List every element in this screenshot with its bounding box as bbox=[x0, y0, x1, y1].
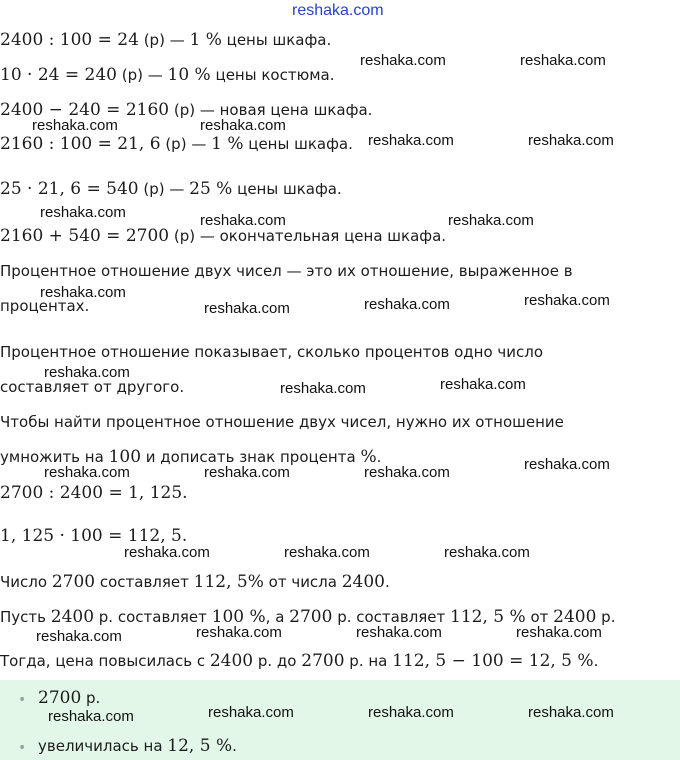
math: 2700 bbox=[301, 651, 345, 671]
calc-line bbox=[0, 572, 390, 592]
answer-item bbox=[38, 688, 100, 708]
text: цены шкафа. bbox=[232, 180, 342, 198]
math: 1 % bbox=[211, 134, 244, 154]
watermark: reshaka.com bbox=[40, 204, 126, 221]
text: Тогда, цена повысилась с bbox=[0, 652, 210, 670]
watermark: reshaka.com bbox=[40, 284, 126, 301]
theory-text: процентах. bbox=[0, 297, 90, 315]
text: р. составляет bbox=[332, 608, 451, 626]
watermark: reshaka.com bbox=[368, 704, 454, 721]
solution-line bbox=[0, 65, 334, 85]
watermark: reshaka.com bbox=[280, 380, 366, 397]
watermark: reshaka.com bbox=[124, 544, 210, 561]
watermark: reshaka.com bbox=[444, 544, 530, 561]
watermark: reshaka.com bbox=[284, 544, 370, 561]
math: 10 % bbox=[167, 65, 211, 85]
watermark: reshaka.com bbox=[356, 624, 442, 641]
watermark: reshaka.com bbox=[368, 132, 454, 149]
watermark: reshaka.com bbox=[36, 628, 122, 645]
text: . bbox=[376, 448, 382, 466]
text: умножить на bbox=[0, 448, 109, 466]
text: от bbox=[525, 608, 554, 626]
watermark: reshaka.com bbox=[360, 52, 446, 69]
text: р. bbox=[81, 689, 101, 707]
theory-text: Процентное отношение двух чисел — это их отношение, выраженное в bbox=[0, 262, 573, 280]
text: цены костюма. bbox=[210, 66, 335, 84]
text: р. на bbox=[344, 652, 393, 670]
answer-item bbox=[38, 736, 237, 756]
site-header-link[interactable]: reshaka.com bbox=[292, 2, 384, 19]
math: 2700 bbox=[38, 688, 82, 708]
math: 2400 − 240 = 2160 bbox=[0, 100, 170, 120]
solution-line bbox=[0, 134, 353, 154]
text: . bbox=[593, 652, 599, 670]
solution-line bbox=[0, 226, 446, 246]
watermark: reshaka.com bbox=[524, 456, 610, 473]
text: Число bbox=[0, 573, 52, 591]
watermark: reshaka.com bbox=[44, 464, 130, 481]
math: 2700 bbox=[51, 572, 96, 592]
watermark: reshaka.com bbox=[528, 132, 614, 149]
text: Пусть bbox=[0, 608, 51, 626]
text: (р) — bbox=[116, 66, 168, 84]
watermark: reshaka.com bbox=[196, 624, 282, 641]
text: и дописать знак процента bbox=[141, 448, 361, 466]
watermark: reshaka.com bbox=[200, 212, 286, 229]
solution-line bbox=[0, 179, 342, 199]
text: (р) — новая цена шкафа. bbox=[169, 101, 373, 119]
watermark: reshaka.com bbox=[448, 212, 534, 229]
calc-line bbox=[0, 651, 598, 671]
watermark: reshaka.com bbox=[524, 292, 610, 309]
theory-text: составляет от другого. bbox=[0, 378, 185, 396]
math: 2400 bbox=[553, 607, 597, 627]
math: 12, 5 % bbox=[167, 736, 233, 756]
watermark: reshaka.com bbox=[364, 296, 450, 313]
text: цены шкафа. bbox=[243, 135, 353, 153]
math: 1 % bbox=[189, 30, 222, 50]
watermark: reshaka.com bbox=[204, 464, 290, 481]
math: 112, 5 − 100 = 12, 5 % bbox=[392, 651, 594, 671]
calc-line: 1, 125 · 100 = 112, 5. bbox=[0, 526, 188, 546]
calc-line: 2700 : 2400 = 1, 125. bbox=[0, 483, 188, 503]
text: увеличилась на bbox=[38, 737, 168, 755]
watermark: reshaka.com bbox=[520, 52, 606, 69]
watermark: reshaka.com bbox=[516, 624, 602, 641]
math: 2400 : 100 = 24 bbox=[0, 30, 139, 50]
watermark: reshaka.com bbox=[208, 704, 294, 721]
math: 2700 bbox=[289, 607, 333, 627]
math: 112, 5 % bbox=[450, 607, 526, 627]
watermark: reshaka.com bbox=[44, 364, 130, 381]
text: , а bbox=[265, 608, 290, 626]
math: 2160 : 100 = 21, 6 bbox=[0, 134, 161, 154]
math: 25 % bbox=[189, 179, 233, 199]
math: 2400 bbox=[209, 651, 254, 671]
text: . bbox=[385, 573, 390, 591]
text: р. bbox=[596, 608, 616, 626]
math: 2160 + 540 = 2700 bbox=[0, 226, 170, 246]
math: 2400 bbox=[341, 572, 385, 592]
watermark: reshaka.com bbox=[528, 704, 614, 721]
text: цены шкафа. bbox=[221, 31, 332, 49]
math: 25 · 21, 6 = 540 bbox=[0, 179, 139, 199]
watermark: reshaka.com bbox=[440, 376, 526, 393]
math: 100 % bbox=[211, 607, 266, 627]
text: (р) — bbox=[138, 180, 190, 198]
text: (р) — окончательная цена шкафа. bbox=[169, 227, 447, 245]
text: (р) — bbox=[138, 31, 190, 49]
text: . bbox=[232, 737, 237, 755]
watermark: reshaka.com bbox=[32, 117, 118, 134]
solution-line bbox=[0, 30, 331, 50]
math: 100 bbox=[108, 447, 142, 467]
math: 2400 bbox=[50, 607, 95, 627]
watermark: reshaka.com bbox=[200, 117, 286, 134]
theory-text: Чтобы найти процентное отношение двух чисел, нужно их отношение bbox=[0, 413, 564, 431]
text: р. составляет bbox=[94, 608, 212, 626]
text: составляет bbox=[95, 573, 194, 591]
bullet-icon: • bbox=[18, 692, 27, 708]
watermark: reshaka.com bbox=[204, 300, 290, 317]
theory-text: Процентное отношение показывает, сколько процентов одно число bbox=[0, 343, 544, 361]
watermark: reshaka.com bbox=[364, 464, 450, 481]
math: % bbox=[360, 447, 377, 467]
bullet-icon: • bbox=[18, 740, 27, 756]
math: 10 · 24 = 240 bbox=[0, 65, 117, 85]
text: р. до bbox=[253, 652, 302, 670]
math: 112, 5% bbox=[193, 572, 264, 592]
watermark: reshaka.com bbox=[48, 708, 134, 725]
text: от числа bbox=[263, 573, 342, 591]
text: (р) — bbox=[160, 135, 212, 153]
